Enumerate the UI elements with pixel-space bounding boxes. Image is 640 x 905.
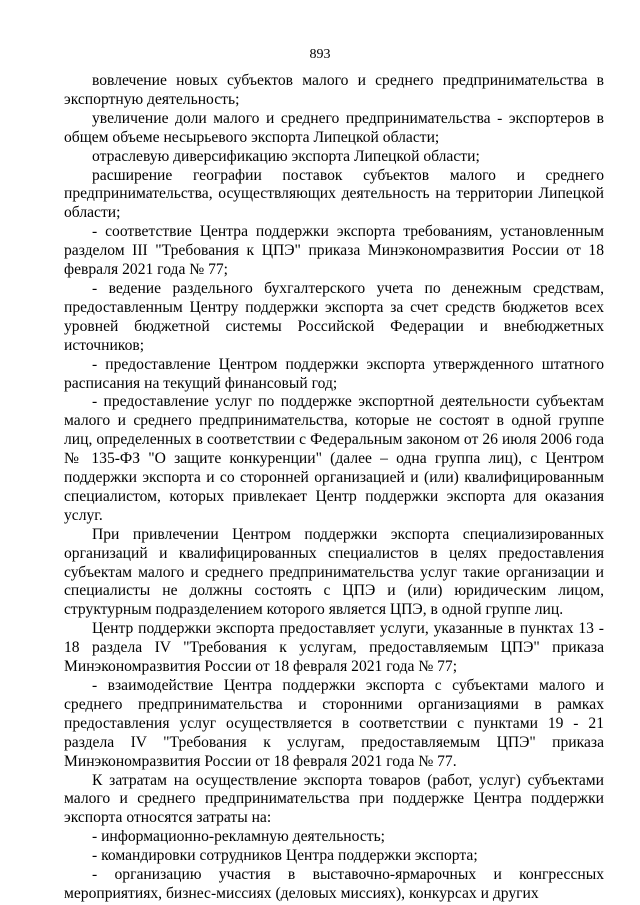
- paragraph: - взаимодействие Центра поддержки экспорта с субъектами малого и среднего предпринимательства и сторонними организациями в рамках предоставления услуг осуществляется в соответствии с пунктами 19 - 21 раздела IV "Требования к услугам, предоставляемым ЦПЭ" приказа Минэкономразвития России от 18 февраля 2021 года № 77.: [64, 677, 604, 770]
- paragraph: - соответствие Центра поддержки экспорта требованиям, установленным разделом III "Требования к ЦПЭ" приказа Минэкономразвития России от 18 февраля 2021 года № 77;: [64, 223, 604, 279]
- paragraph: отраслевую диверсификацию экспорта Липецкой области;: [92, 147, 480, 165]
- paragraph: увеличение доли малого и среднего предпринимательства - экспортеров в общем объеме несырьевого экспорта Липецкой области;: [64, 109, 604, 146]
- paragraph: - предоставление услуг по поддержке экспортной деятельности субъектам малого и среднего предпринимательства, которые не состоят в одной группе лиц, определенных в соответствии с Федеральным законом от 26 июля 2006 года № 135-ФЗ "О защите конкуренции" (далее – одна группа лиц), с Центром поддержки экспорта и со сторонней организацией и (или) квалифицированным специалистом, которых привлекает Центр поддержки экспорта для оказания услуг.: [64, 393, 604, 524]
- paragraph: - информационно-рекламную деятельность;: [92, 828, 386, 846]
- paragraph: расширение географии поставок субъектов малого и среднего предпринимательства, осуществляющих деятельность на территории Липецкой области;: [64, 166, 604, 222]
- paragraph: Центр поддержки экспорта предоставляет услуги, указанные в пунктах 13 - 18 раздела IV "Требования к услугам, предоставляемым ЦПЭ" приказа Минэкономразвития России от 18 февраля 2021 года № 77;: [64, 620, 604, 676]
- paragraph: - предоставление Центром поддержки экспорта утвержденного штатного расписания на текущий финансовый год;: [64, 355, 604, 392]
- paragraph: К затратам на осуществление экспорта товаров (работ, услуг) субъектами малого и среднего предпринимательства при поддержке Центра поддержки экспорта относятся затраты на:: [64, 771, 604, 827]
- paragraph: вовлечение новых субъектов малого и среднего предпринимательства в экспортную деятельность;: [64, 72, 604, 108]
- paragraph: При привлечении Центром поддержки экспорта специализированных организаций и квалифицированных специалистов в целях предоставления субъектам малого и среднего предпринимательства услуг такие организации и специалисты не должны состоять с ЦПЭ и (или) юридическим лицом, структурным подразделением которого является ЦПЭ, в одной группе лиц.: [64, 525, 604, 619]
- paragraph: - командировки сотрудников Центра поддержки экспорта;: [92, 847, 478, 865]
- paragraph: - организацию участия в выставочно-ярмарочных и конгрессных мероприятиях, бизнес-миссиях (деловых миссиях), конкурсах и других: [64, 866, 604, 902]
- document-body: [64, 72, 604, 904]
- page-number: 893: [309, 47, 331, 62]
- paragraph: - ведение раздельного бухгалтерского учета по денежным средствам, предоставленным Центру поддержки экспорта за счет средств бюджетов всех уровней бюджетной системы Российской Федерации и внебюджетных источников;: [64, 279, 604, 354]
